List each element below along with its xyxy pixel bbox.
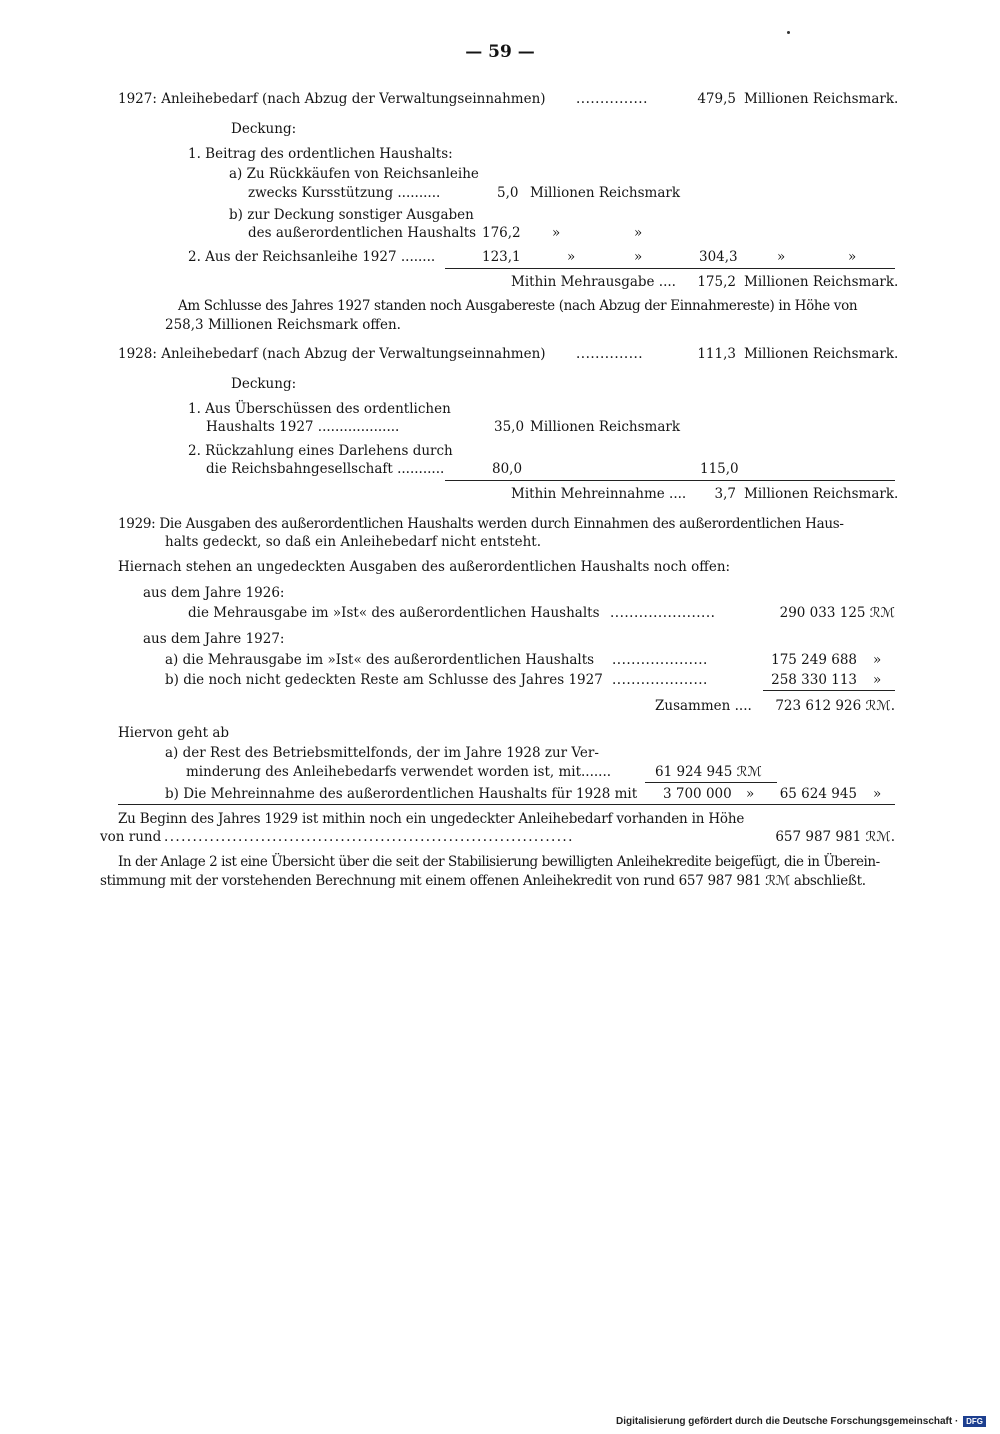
y1928-item1-unit: Millionen Reichsmark	[530, 419, 681, 435]
y1927-item1a-line1: a) Zu Rückkäufen von Reichsanleihe	[229, 166, 479, 182]
y1927-result-unit: Millionen Reichsmark.	[744, 274, 899, 290]
open-from-1927: aus dem Jahre 1927:	[143, 631, 285, 647]
y1927-item1: 1. Beitrag des ordentlichen Haushalts:	[188, 146, 453, 162]
y1927-result-label: Mithin Mehrausgabe ....	[511, 274, 676, 290]
deduct-b-line1: b) Die Mehreinnahme des außerordentlichen Haushalts für 1928 mit	[165, 786, 638, 802]
y1927-sum-ditto1: »	[777, 249, 786, 265]
open-value-1927a: 175 249 688	[771, 652, 857, 668]
footer-text: Digitalisierung gefördert durch die Deutsche Forschungsgemeinschaft ·	[616, 1416, 959, 1427]
y1927-item2-ditto1: »	[567, 249, 576, 265]
y1927-item2-value: 123,1	[482, 249, 521, 265]
anlage-line1: In der Anlage 2 ist eine Übersicht über die seit der Stabilisierung bewilligten Anleihekredite beigefügt, die in Überein-	[118, 854, 880, 870]
y1928-result-unit: Millionen Reichsmark.	[744, 486, 899, 502]
y1928-item1-value: 35,0	[494, 419, 525, 435]
deduct-a-line2: minderung des Anleihebedarfs verwendet worden ist, mit.......	[186, 764, 612, 780]
deduct-sum-rule	[118, 804, 895, 805]
page-number: — 59 —	[465, 42, 535, 62]
open-total-value: 723 612 926 ℛℳ.	[775, 698, 895, 714]
deduct-b-ditto: »	[746, 786, 755, 802]
open-item-1927b: b) die noch nicht gedeckten Reste am Schlusse des Jahres 1927	[165, 672, 603, 688]
y1928-deckung: Deckung:	[231, 376, 297, 392]
y1927-rest-line2: 258,3 Millionen Reichsmark offen.	[165, 317, 401, 333]
open-leader-1927a: ....................	[612, 652, 708, 668]
y1927-item1a-unit: Millionen Reichsmark	[530, 185, 681, 201]
begin1929-line1: Zu Beginn des Jahres 1929 ist mithin noch ein ungedeckter Anleihebedarf vorhanden in Höhe	[118, 811, 745, 827]
y1927-sum-value: 304,3	[699, 249, 738, 265]
open-intro: Hiernach stehen an ungedeckten Ausgaben des außerordentlichen Haushalts noch offen:	[118, 559, 731, 575]
deduct-sum-ditto: »	[873, 786, 882, 802]
open-ditto-1927a: »	[873, 652, 882, 668]
deduct-sum-value: 65 624 945	[779, 786, 857, 802]
y1929-line1: 1929: Die Ausgaben des außerordentlichen Haushalts werden durch Einnahmen des außerordentlichen Haus-	[118, 516, 844, 532]
open-from-1926: aus dem Jahre 1926:	[143, 585, 285, 601]
deduct-a-value: 61 924 945 ℛℳ	[655, 764, 762, 780]
y1928-sum-rule	[445, 480, 895, 481]
footer-credit	[616, 1413, 986, 1431]
y1927-sum-rule	[445, 268, 895, 269]
y1929-line2: halts gedeckt, so daß ein Anleihebedarf nicht entsteht.	[165, 534, 542, 550]
y1928-sum-value: 115,0	[700, 461, 739, 477]
anlage-line2: stimmung mit der vorstehenden Berechnung mit einem offenen Anleihekredit von rund 657 987 981 ℛℳ abschließt.	[100, 873, 866, 889]
open-ditto-1927b: »	[873, 672, 882, 688]
begin1929-value: 657 987 981 ℛℳ.	[775, 829, 895, 845]
y1928-line: 1928: Anleihebedarf (nach Abzug der Verwaltungseinnahmen)	[118, 346, 546, 362]
y1927-item1b-line2: des außerordentlichen Haushalts	[248, 225, 477, 241]
open-total-label: Zusammen ....	[655, 698, 752, 714]
y1928-item2-line2: die Reichsbahngesellschaft ...........	[206, 461, 445, 477]
y1927-amount: 479,5	[697, 91, 736, 107]
open-item-1926: die Mehrausgabe im »Ist« des außerordentlichen Haushalts	[188, 605, 600, 621]
y1928-leader: ..............	[576, 346, 644, 362]
y1927-sum-ditto2: »	[848, 249, 857, 265]
speck	[787, 31, 790, 34]
begin1929-line2: von rund	[100, 829, 162, 845]
open-leader-1927b: ....................	[612, 672, 708, 688]
y1928-item1-line1: 1. Aus Überschüssen des ordentlichen	[188, 401, 451, 417]
y1927-leader: ...............	[576, 91, 648, 107]
y1927-result-value: 175,2	[697, 274, 736, 290]
y1927-item2-ditto2: »	[634, 249, 643, 265]
y1927-rest-line1: Am Schlusse des Jahres 1927 standen noch Ausgabereste (nach Abzug der Einnahmereste) in Höhe von	[178, 298, 858, 314]
y1928-item2-value: 80,0	[492, 461, 523, 477]
y1927-item2: 2. Aus der Reichsanleihe 1927 ........	[188, 249, 436, 265]
begin1929-leader: ........................................................................	[164, 829, 574, 845]
y1927-item1b-ditto1: »	[552, 225, 561, 241]
y1928-unit: Millionen Reichsmark.	[744, 346, 899, 362]
deduct-title: Hiervon geht ab	[118, 725, 230, 741]
y1927-item1a-line2: zwecks Kursstützung ..........	[248, 185, 441, 201]
y1927-item1b-ditto2: »	[634, 225, 643, 241]
y1927-item1b-value: 176,2	[482, 225, 521, 241]
y1927-unit: Millionen Reichsmark.	[744, 91, 899, 107]
y1928-result-value: 3,7	[714, 486, 736, 502]
open-leader-1926: ......................	[610, 605, 716, 621]
open-item-1927a: a) die Mehrausgabe im »Ist« des außerordentlichen Haushalts	[165, 652, 595, 668]
y1927-item1b-line1: b) zur Deckung sonstiger Ausgaben	[229, 207, 474, 223]
open-total-rule	[763, 690, 895, 691]
y1928-amount: 111,3	[697, 346, 736, 362]
open-value-1926: 290 033 125 ℛℳ	[779, 605, 895, 621]
y1928-item2-line1: 2. Rückzahlung eines Darlehens durch	[188, 443, 453, 459]
deduct-b-value: 3 700 000	[663, 786, 732, 802]
open-value-1927b: 258 330 113	[771, 672, 857, 688]
y1928-item1-line2: Haushalts 1927 ...................	[206, 419, 400, 435]
y1927-deckung: Deckung:	[231, 121, 297, 137]
y1928-result-label: Mithin Mehreinnahme ....	[511, 486, 687, 502]
y1927-line: 1927: Anleihebedarf (nach Abzug der Verwaltungseinnahmen)	[118, 91, 546, 107]
deduct-a-rule	[645, 782, 777, 783]
y1927-item1a-value: 5,0	[497, 185, 519, 201]
dfg-logo: DFG	[963, 1416, 986, 1427]
deduct-a-line1: a) der Rest des Betriebsmittelfonds, der im Jahre 1928 zur Ver-	[165, 745, 599, 761]
